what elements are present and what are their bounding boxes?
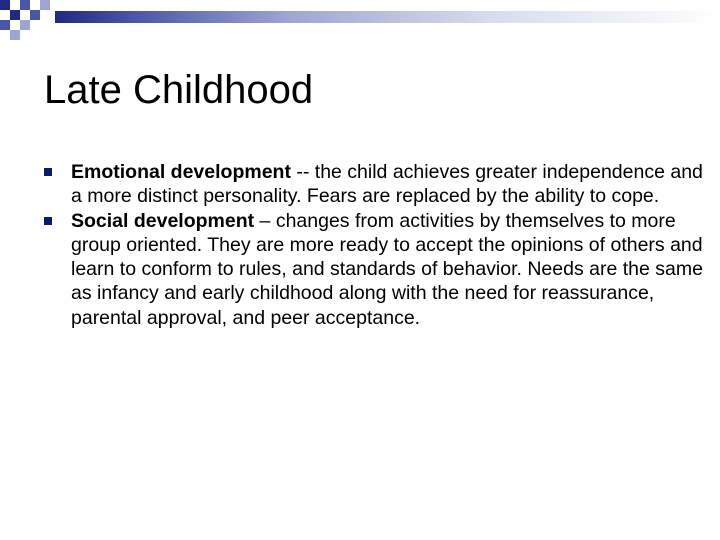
bullet-term: Social development bbox=[71, 209, 255, 232]
bullet-emotional-development bbox=[44, 160, 704, 209]
bullet-term: Emotional development bbox=[71, 161, 291, 183]
bullet-list bbox=[44, 160, 704, 330]
slide-title: Late Childhood bbox=[44, 68, 314, 112]
bullet-text: -- the child achieves greater independence and a more distinct personality. Fears are replaced by the ability to cope. bbox=[71, 161, 703, 208]
square-bullet-icon bbox=[44, 168, 52, 176]
decorative-top-band bbox=[55, 11, 720, 23]
decorative-checker-pattern bbox=[0, 0, 60, 40]
square-bullet-icon bbox=[44, 217, 52, 225]
bullet-social-development bbox=[44, 209, 704, 330]
bullet-text: – changes from activities by themselves to more group oriented. They are more ready to accept the opinions of others and learn to conform to rules, and standards of behavior. Needs are the same as infancy and early childhood along with the need for reassurance, parental approval, and peer acceptance. bbox=[71, 209, 703, 329]
